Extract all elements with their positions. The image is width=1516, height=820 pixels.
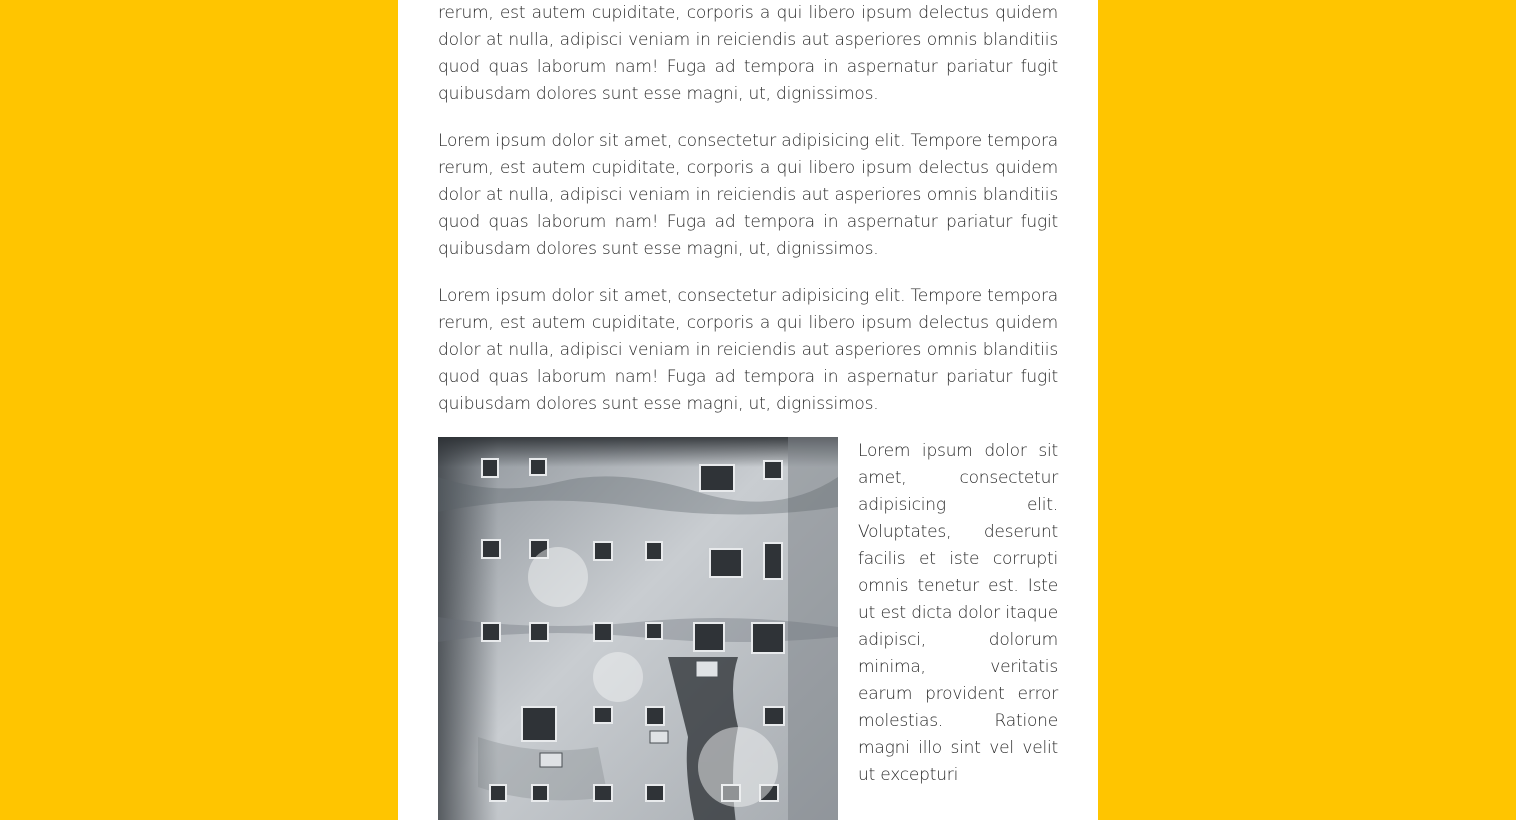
figure-section <box>438 437 1058 789</box>
article-content <box>438 0 1058 820</box>
paragraph-1: rerum, est autem cupiditate, corporis a qui libero ipsum delectus quidem dolor at nulla, adipisci veniam in reiciendis aut asperiores omnis blanditiis quod quas laborum nam! Fuga ad tempora in aspernatur pariatur fugit quibusdam dolores sunt esse magni, ut, dignissimos. <box>438 3 1058 104</box>
figure-caption-text: Lorem ipsum dolor sit amet, consectetur adipisicing elit. Voluptates, deserunt facilis et iste corrupti omnis tenetur est. Iste ut est dicta dolor itaque adipisci, dolorum minima, veritatis earum provident error molestias. Ratione magni illo sint vel velit ut excepturi <box>858 441 1058 785</box>
article-card <box>398 0 1098 820</box>
paragraph-3: Lorem ipsum dolor sit amet, consectetur adipisicing elit. Tempore tempora rerum, est autem cupiditate, corporis a qui libero ipsum delectus quidem dolor at nulla, adipisci veniam in reiciendis aut asperiores omnis blanditiis quod quas laborum nam! Fuga ad tempora in aspernatur pariatur fugit quibusdam dolores sunt esse magni, ut, dignissimos. <box>438 286 1058 414</box>
building-photo <box>438 437 838 820</box>
paragraph-2: Lorem ipsum dolor sit amet, consectetur adipisicing elit. Tempore tempora rerum, est autem cupiditate, corporis a qui libero ipsum delectus quidem dolor at nulla, adipisci veniam in reiciendis aut asperiores omnis blanditiis quod quas laborum nam! Fuga ad tempora in aspernatur pariatur fugit quibusdam dolores sunt esse magni, ut, dignissimos. <box>438 131 1058 259</box>
